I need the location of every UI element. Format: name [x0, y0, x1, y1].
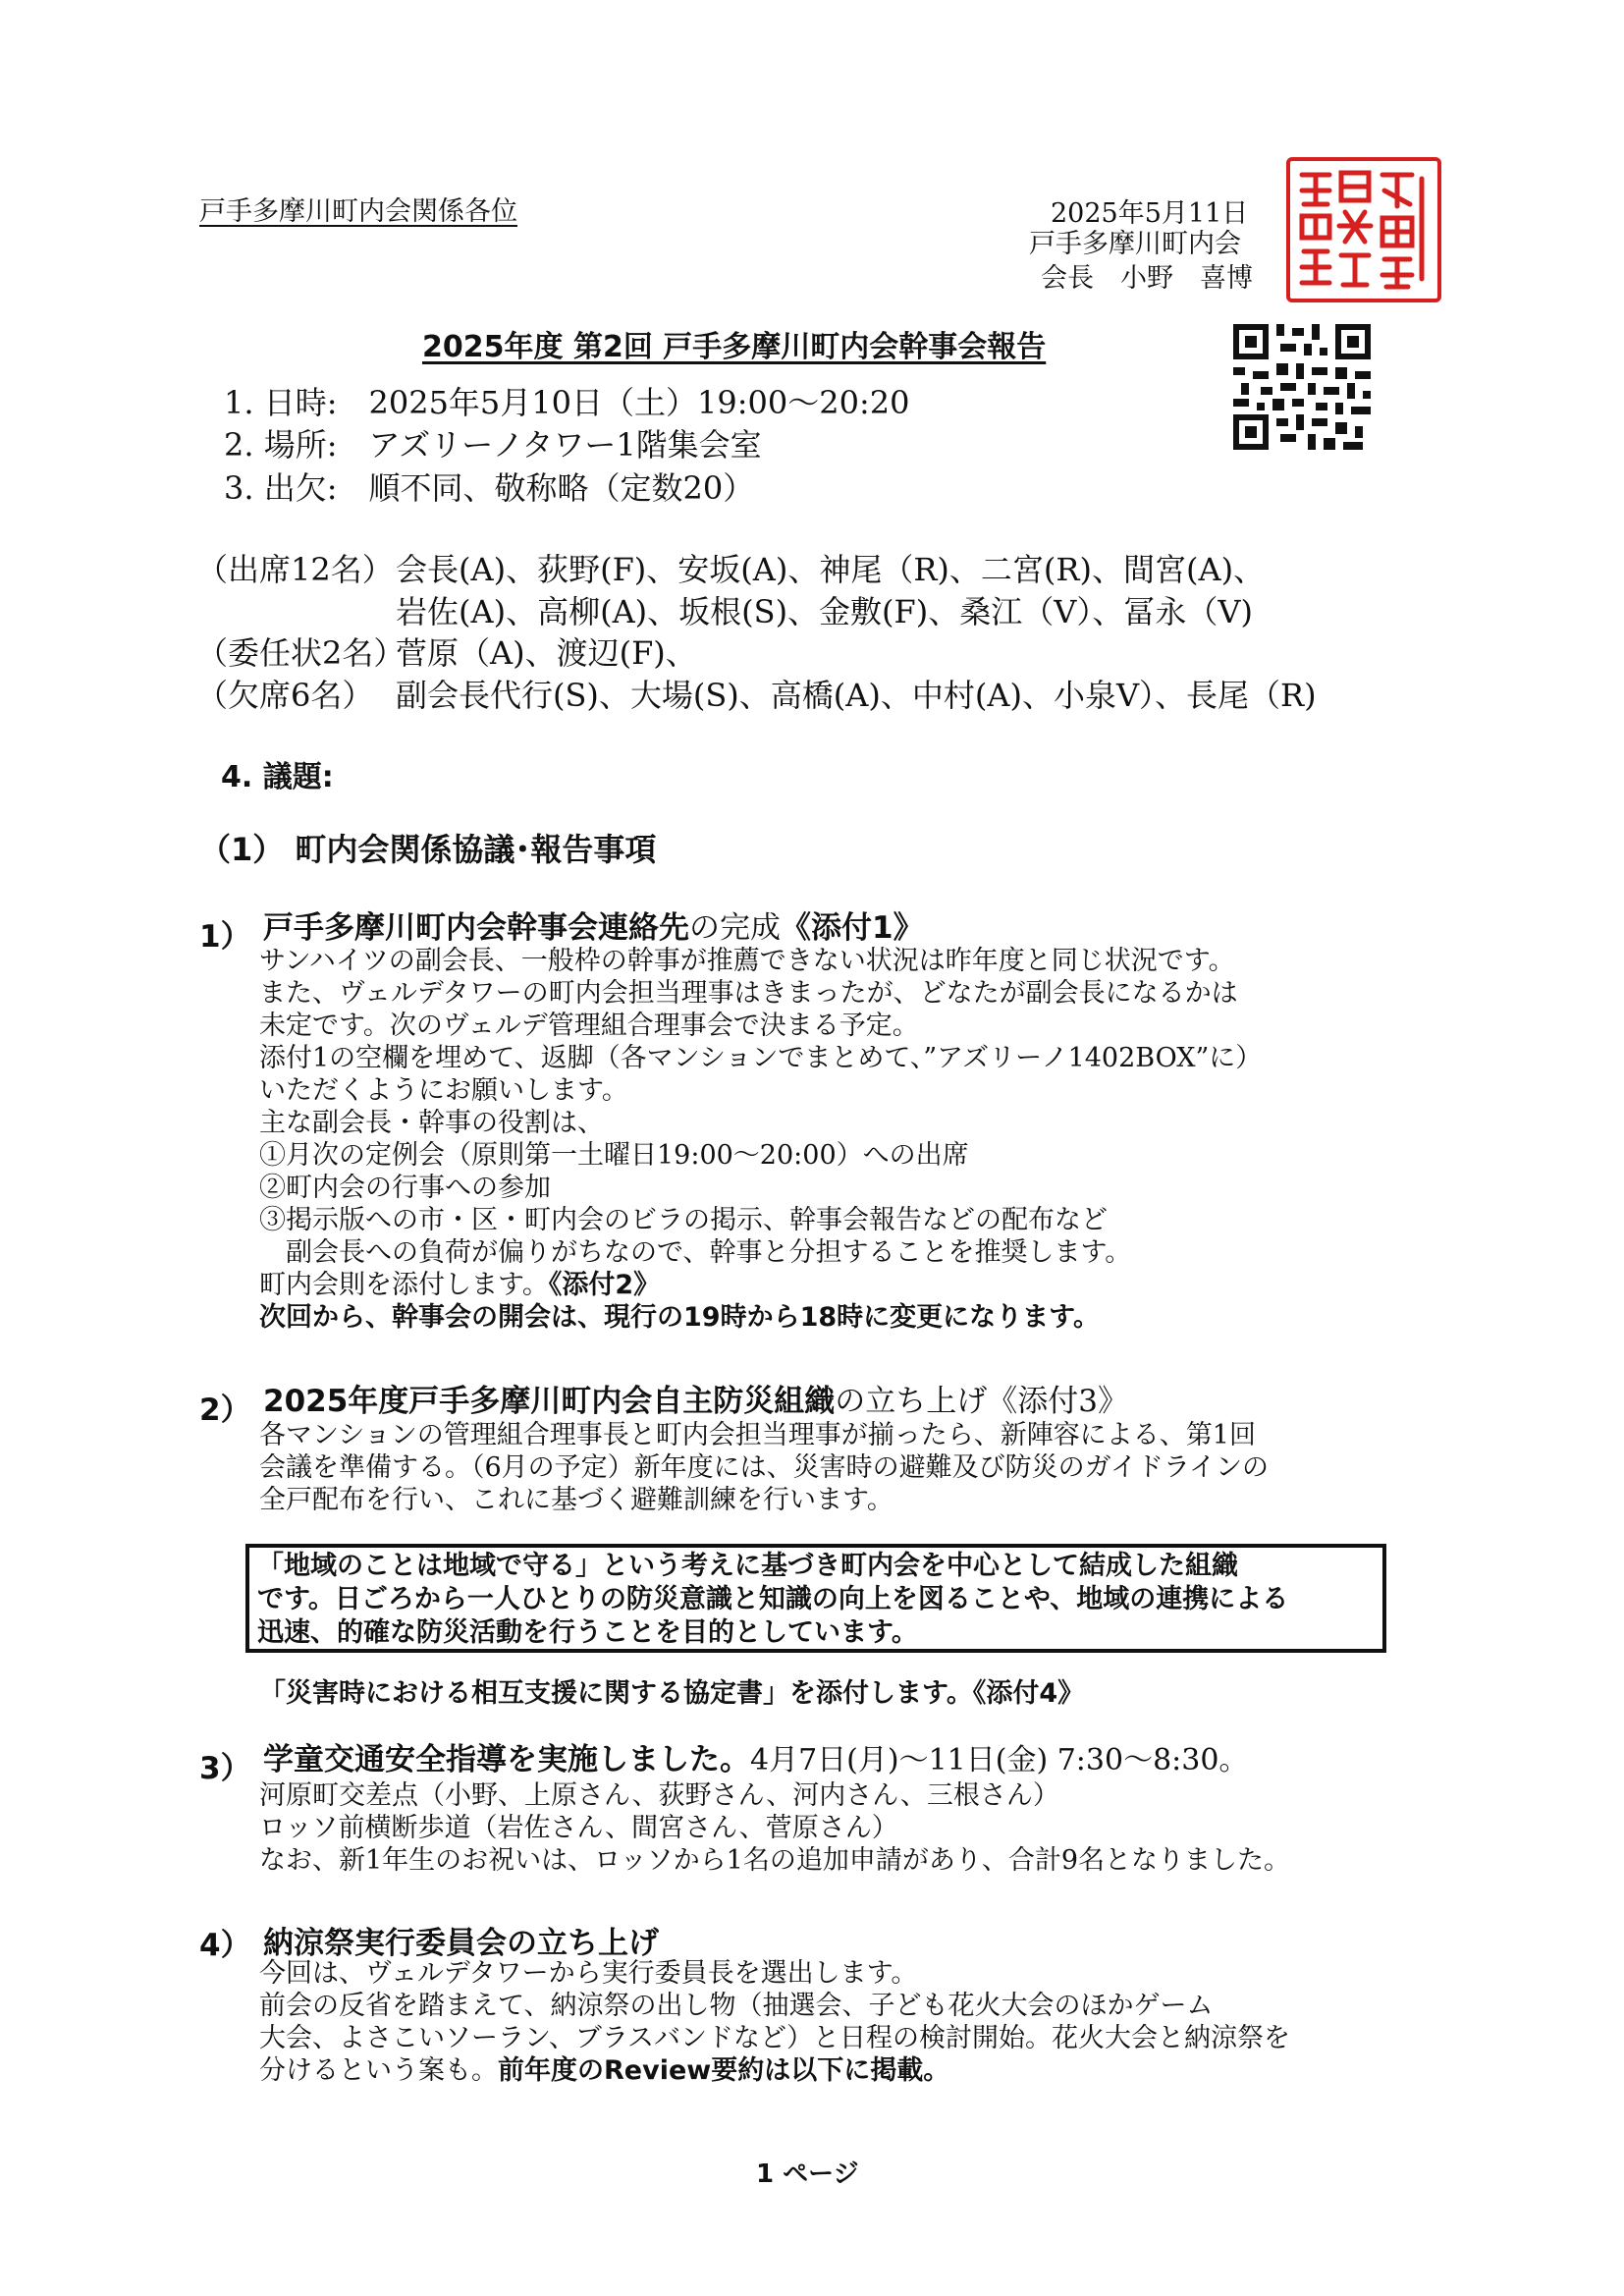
agenda-heading: 4. 議題: — [221, 760, 334, 794]
meeting-place: 2. 場所: アズリーノタワー1階集会室 — [224, 426, 762, 464]
seal-glyphs-icon — [1290, 161, 1437, 299]
item4-line: 前会の反省を踏まえて、納涼祭の出し物（抽選会、子ども花火大会のほかゲーム — [259, 1991, 1214, 2021]
proxy-label: （委任状2名） — [196, 634, 406, 672]
item1-title — [263, 905, 924, 950]
box-line: 「地域のことは地域で守る」という考えに基づき町内会を中心として結成した組織 — [257, 1551, 1238, 1581]
disaster-org-box — [245, 1544, 1386, 1653]
item2-title-bold: 2025年度戸手多摩川町内会自主防災組織 — [263, 1384, 836, 1419]
item4-last-line — [259, 2054, 1290, 2087]
item2-line: 会議を準備する。（6月の予定）新年度には、災害時の避難及び防災のガイドラインの — [259, 1452, 1270, 1483]
item2-body — [259, 1419, 1269, 1516]
item1-body — [259, 945, 1262, 1334]
item2-title — [263, 1379, 1128, 1423]
item1-title-plain: の完成 — [689, 910, 781, 946]
report-title: 2025年度 第2回 戸手多摩川町内会幹事会報告 — [422, 330, 1047, 364]
page-number: 1 ページ — [756, 2159, 859, 2189]
item2-number: 2） — [199, 1393, 251, 1428]
item1-line: 添付1の空欄を埋めて、返脚（各マンションでまとめて、”アズリーノ1402BOX”に） — [259, 1043, 1263, 1073]
item1-line: 副会長への負荷が偏りがちなので、幹事と分担することを推奨します。 — [259, 1237, 1132, 1268]
item3-line: ロッソ前横断歩道（岩佐さん、間宮さん、菅原さん） — [259, 1813, 898, 1843]
item1-title-bold: 戸手多摩川町内会幹事会連絡先 — [263, 910, 689, 946]
item4-line: 今回は、ヴェルデタワーから実行委員長を選出します。 — [259, 1958, 918, 1989]
item1-line: また、ヴェルデタワーの町内会担当理事はきまったが、どなたが副会長になるかは — [259, 978, 1238, 1009]
item2-line: 各マンションの管理組合理事長と町内会担当理事が揃ったら、新陣容による、第1回 — [259, 1420, 1256, 1450]
item1-line: 主な副会長・幹事の役割は、 — [259, 1108, 604, 1138]
box-line: 迅速、的確な防災活動を行うことを目的としています。 — [257, 1617, 918, 1648]
item1-line: いただくようにお願いします。 — [259, 1075, 628, 1106]
item1-rules-text: 町内会則を添付します。 — [259, 1270, 549, 1300]
item1-line: 未定です。次のヴェルデ管理組合理事会で決まる予定。 — [259, 1011, 919, 1041]
item3-line: 河原町交差点（小野、上原さん、荻野さん、河内さん、三根さん） — [259, 1780, 1059, 1811]
item3-title — [263, 1737, 1248, 1782]
item4-last-bold: 前年度のReview要約は以下に掲載。 — [498, 2055, 950, 2086]
section1-heading: （1） 町内会関係協議･報告事項 — [199, 831, 657, 868]
organization-name: 戸手多摩川町内会 — [1029, 229, 1241, 259]
item2-title-plain: の立ち上げ《添付3》 — [835, 1384, 1129, 1419]
item1-title-tag: 《添付1》 — [781, 910, 924, 946]
present-label: （出席12名） — [196, 551, 394, 588]
report-date: 2025年5月11日 — [1051, 198, 1249, 229]
item4-title: 納涼祭実行委員会の立ち上げ — [263, 1926, 659, 1961]
item1-line: サンハイツの副会長、一般枠の幹事が推薦できない状況は昨年度と同じ状況です。 — [259, 946, 1235, 976]
item1-rules-tag: 《添付2》 — [548, 1270, 661, 1300]
item1-line: ③掲示版への市・区・町内会のビラの掲示、幹事会報告などの配布など — [259, 1205, 1108, 1235]
item4-number: 4） — [199, 1928, 251, 1963]
item3-number: 3） — [199, 1751, 251, 1786]
item3-title-plain: 4月7日(月)～11日(金) 7:30～8:30。 — [750, 1743, 1249, 1777]
item1-number: 1） — [199, 919, 251, 955]
absent-list: 副会長代行(S)、大場(S)、高橋(A)、中村(A)、小泉V）、長尾（R) — [396, 677, 1317, 714]
qr-code-icon — [1233, 324, 1371, 450]
item3-title-bold: 学童交通安全指導を実施しました。 — [263, 1742, 750, 1777]
box-line: です。日ごろから一人ひとりの防災意識と知識の向上を図ることや、地域の連携による — [257, 1584, 1289, 1614]
absent-label: （欠席6名） — [196, 677, 374, 714]
item4-line: 大会、よさこいソーラン、ブラスバンドなど）と日程の検討開始。花火大会と納涼祭を — [259, 2023, 1291, 2053]
president-name: 会長 小野 喜博 — [1041, 263, 1253, 294]
recipient: 戸手多摩川町内会関係各位 — [199, 196, 517, 227]
item2-agreement: 「災害時における相互支援に関する協定書」を添付します。《添付4》 — [259, 1678, 1085, 1709]
item1-bold-note: 次回から、幹事会の開会は、現行の19時から18時に変更になります。 — [259, 1302, 1100, 1333]
item3-line: なお、新1年生のお祝いは、ロッソから1名の追加申請があり、合計9名となりました。 — [259, 1845, 1290, 1876]
present-list-line2: 岩佐(A)、高柳(A)、坂根(S)、金敷(F)、桑江（V）、冨永（V) — [396, 593, 1253, 630]
item1-rules-line — [259, 1269, 1262, 1301]
red-seal-stamp — [1286, 157, 1441, 302]
item3-body — [259, 1779, 1290, 1877]
item1-line: ①月次の定例会（原則第一土曜日19:00～20:00）への出席 — [259, 1140, 969, 1171]
meeting-datetime: 1. 日時: 2025年5月10日（土）19:00～20:20 — [224, 384, 910, 421]
attendance-note: 3. 出欠: 順不同、敬称略（定数20） — [224, 469, 755, 507]
present-list-line1: 会長(A)、荻野(F)、安坂(A)、神尾（R)、二宮(R)、間宮(A)、 — [396, 551, 1266, 588]
proxy-list: 菅原（A)、渡辺(F)、 — [396, 634, 697, 672]
item1-line: ②町内会の行事への参加 — [259, 1173, 551, 1203]
item4-body — [259, 1957, 1290, 2087]
item4-last-plain: 分けるという案も。 — [259, 2055, 498, 2086]
item2-line: 全戸配布を行い、これに基づく避難訓練を行います。 — [259, 1485, 893, 1515]
